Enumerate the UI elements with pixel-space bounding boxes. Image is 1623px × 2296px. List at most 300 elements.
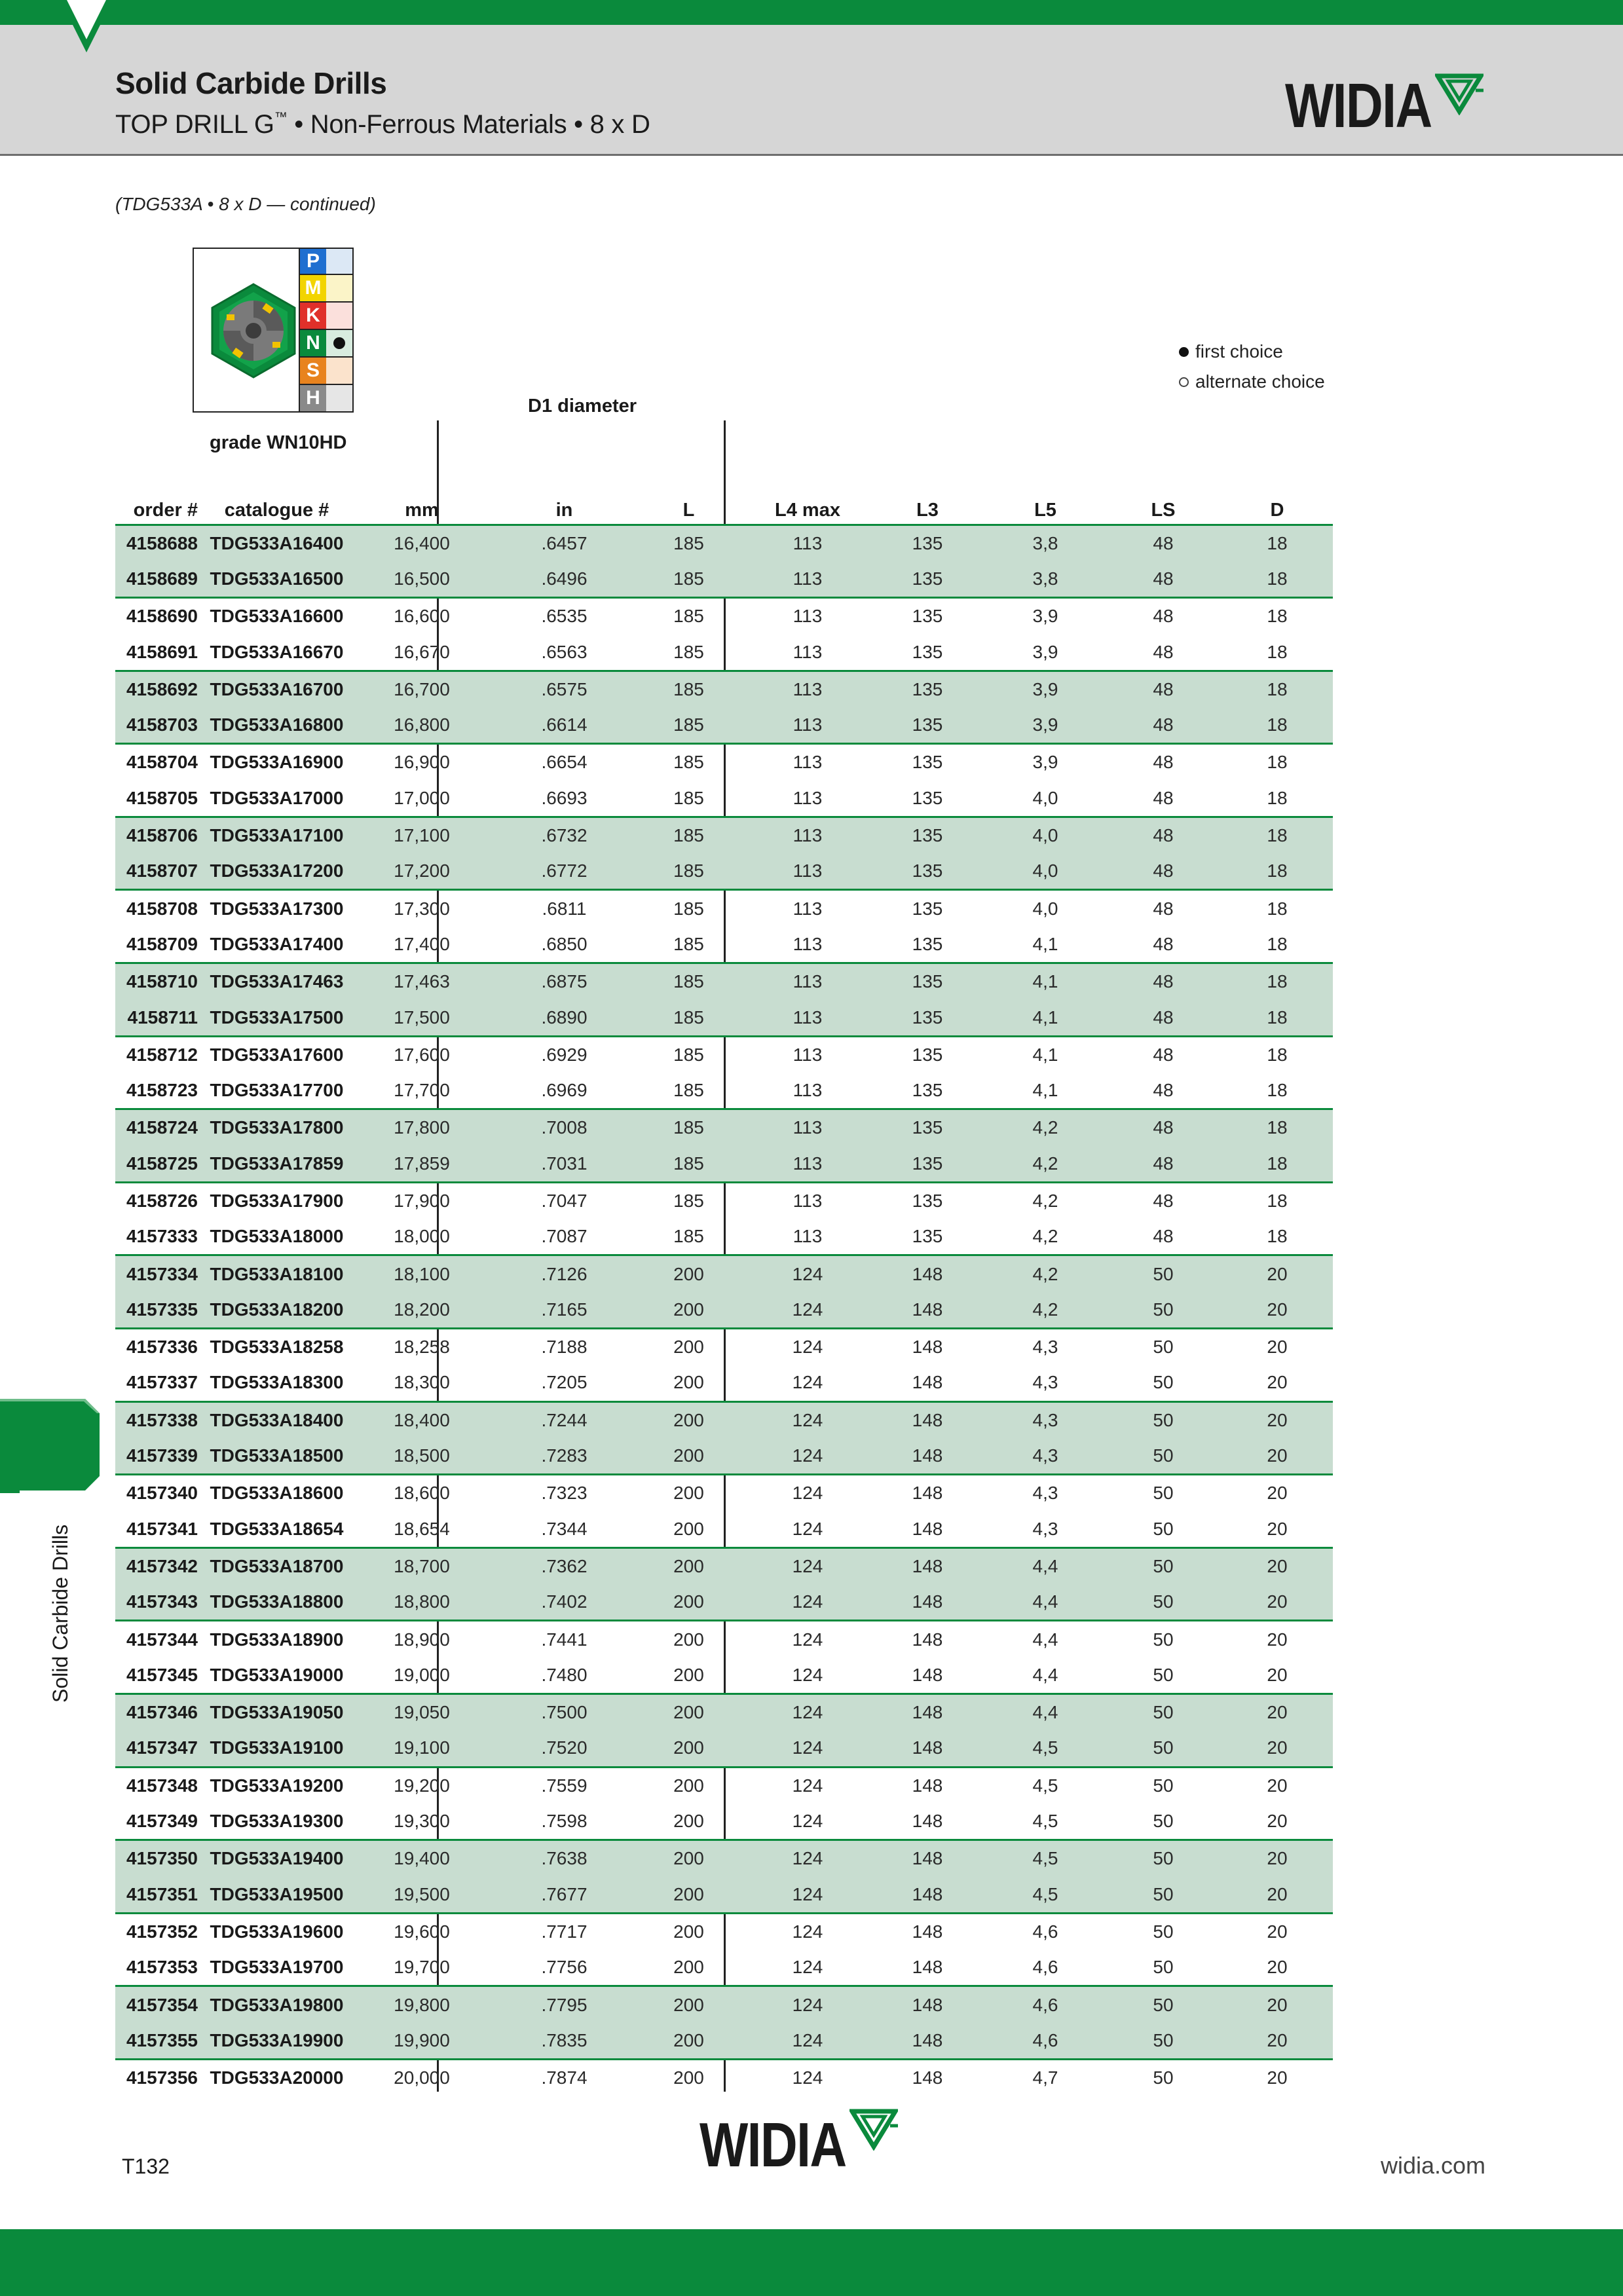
cell-order: 4157353 xyxy=(126,1957,198,1978)
iso-group-4: S xyxy=(299,358,327,385)
cell-d: 18 xyxy=(1267,1044,1288,1065)
cell-l5: 4,5 xyxy=(986,1730,1105,1767)
cell-order: 4157348 xyxy=(126,1775,198,1796)
cell-mm: 17,700 xyxy=(394,1080,450,1101)
cell-mm: 19,050 xyxy=(346,1694,497,1731)
table-row xyxy=(115,1657,1333,1694)
cell-order: 4158711 xyxy=(115,999,207,1036)
cell-ls: 50 xyxy=(1105,1840,1222,1877)
cell-l5: 4,4 xyxy=(1032,1664,1058,1685)
cell-order: 4158710 xyxy=(115,963,207,1000)
cell-l: 185 xyxy=(631,707,746,744)
website-link[interactable]: widia.com xyxy=(1381,2152,1486,2179)
legend-alternate-choice xyxy=(1179,367,1325,397)
cell-l5: 3,9 xyxy=(1032,641,1058,662)
cell-l3: 148 xyxy=(869,1401,986,1438)
cell-l3: 135 xyxy=(869,853,986,890)
cell-l: 200 xyxy=(673,2067,704,2088)
cell-l: 185 xyxy=(631,999,746,1036)
cell-l: 200 xyxy=(631,1401,746,1438)
col-ls: LS xyxy=(1151,499,1176,521)
cell-l4max: 124 xyxy=(746,1438,869,1475)
cell-l4max: 124 xyxy=(792,1629,823,1650)
table-row xyxy=(115,2023,1333,2060)
cell-l: 185 xyxy=(673,1044,704,1065)
table-row xyxy=(115,707,1333,744)
cell-l5: 4,1 xyxy=(1032,1080,1058,1101)
cell-ls: 50 xyxy=(1105,1986,1222,2023)
cell-l3: 148 xyxy=(869,1438,986,1475)
cell-in: .7520 xyxy=(497,1730,631,1767)
cell-l: 200 xyxy=(631,1876,746,1913)
table-row xyxy=(115,1401,1333,1438)
cell-in: .6654 xyxy=(541,752,588,773)
cell-order: 4158709 xyxy=(126,933,198,954)
cell-catalogue: TDG533A19600 xyxy=(210,1921,344,1942)
cell-l3: 135 xyxy=(912,1080,943,1101)
cell-l5: 4,1 xyxy=(1032,1044,1058,1065)
cell-l4max: 124 xyxy=(746,1547,869,1584)
cell-l3: 148 xyxy=(912,2067,943,2088)
cell-catalogue: TDG533A17800 xyxy=(207,1109,346,1146)
cell-order: 4157339 xyxy=(115,1438,207,1475)
cell-catalogue: TDG533A16900 xyxy=(210,752,344,773)
cell-l5: 4,3 xyxy=(986,1438,1105,1475)
cell-d: 18 xyxy=(1222,671,1333,707)
cell-l5: 4,2 xyxy=(986,1255,1105,1292)
table-header-row xyxy=(115,492,1333,525)
cell-d: 20 xyxy=(1222,1876,1333,1913)
logo-wordmark: WIDIA xyxy=(1285,71,1432,141)
first-choice-dot-icon xyxy=(333,337,345,349)
cell-l4max: 113 xyxy=(793,752,823,773)
cell-d: 20 xyxy=(1222,1292,1333,1329)
cell-in: .7559 xyxy=(541,1775,588,1796)
cell-ls: 50 xyxy=(1105,1255,1222,1292)
cell-mm: 19,900 xyxy=(346,2023,497,2060)
cell-l: 185 xyxy=(673,1080,704,1101)
cell-l3: 135 xyxy=(912,1044,943,1065)
cell-ls: 50 xyxy=(1105,2023,1222,2060)
cell-catalogue: TDG533A18258 xyxy=(210,1337,344,1358)
legend-first-label: first choice xyxy=(1195,341,1283,361)
cell-in: .6875 xyxy=(497,963,631,1000)
cell-l: 185 xyxy=(673,787,704,808)
cell-l5: 4,4 xyxy=(1032,1629,1058,1650)
cell-l5: 4,3 xyxy=(1032,1518,1058,1539)
cell-l: 200 xyxy=(631,1694,746,1731)
cell-d: 20 xyxy=(1222,2023,1333,2060)
table-row xyxy=(115,1730,1333,1767)
legend-first-choice xyxy=(1179,337,1325,367)
cell-d: 20 xyxy=(1267,1775,1288,1796)
cell-order: 4157338 xyxy=(115,1401,207,1438)
cell-l4max: 124 xyxy=(792,1811,823,1832)
cell-d: 18 xyxy=(1267,606,1288,627)
cell-in: .6575 xyxy=(497,671,631,707)
cell-in: .7344 xyxy=(541,1518,588,1539)
header-notch-inner xyxy=(67,0,106,39)
cell-mm: 16,800 xyxy=(346,707,497,744)
cell-catalogue: TDG533A18900 xyxy=(210,1629,344,1650)
legend-alternate-label: alternate choice xyxy=(1195,371,1325,392)
cell-l3: 135 xyxy=(912,606,943,627)
cell-l4max: 124 xyxy=(746,1986,869,2023)
cell-in: .7677 xyxy=(497,1876,631,1913)
cell-l: 185 xyxy=(631,561,746,598)
cell-d: 20 xyxy=(1267,1921,1288,1942)
cell-l4max: 124 xyxy=(746,1876,869,1913)
cell-mm: 17,400 xyxy=(394,933,450,954)
cell-mm: 16,670 xyxy=(394,641,450,662)
widia-triangle-icon xyxy=(1435,73,1483,115)
cell-mm: 16,400 xyxy=(346,525,497,561)
cell-in: .6850 xyxy=(541,933,588,954)
cell-l5: 4,0 xyxy=(1032,787,1058,808)
cell-order: 4158690 xyxy=(126,606,198,627)
cell-ls: 50 xyxy=(1153,1811,1174,1832)
cell-l5: 4,4 xyxy=(986,1584,1105,1621)
cell-catalogue: TDG533A17600 xyxy=(210,1044,344,1065)
cell-l4max: 124 xyxy=(792,1957,823,1978)
cell-l5: 3,8 xyxy=(986,561,1105,598)
cell-l5: 4,2 xyxy=(986,1109,1105,1146)
cell-order: 4158707 xyxy=(115,853,207,890)
table-row xyxy=(115,561,1333,598)
cell-d: 18 xyxy=(1222,1109,1333,1146)
cell-d: 20 xyxy=(1222,1547,1333,1584)
cell-l: 185 xyxy=(673,752,704,773)
cell-l3: 135 xyxy=(869,561,986,598)
cell-catalogue: TDG533A16800 xyxy=(207,707,346,744)
cell-ls: 48 xyxy=(1105,963,1222,1000)
cell-ls: 48 xyxy=(1105,525,1222,561)
cell-l5: 3,9 xyxy=(1032,606,1058,627)
page-title: Solid Carbide Drills xyxy=(115,66,387,100)
table-row xyxy=(115,1329,1333,1365)
cell-ls: 48 xyxy=(1105,707,1222,744)
cell-d: 20 xyxy=(1267,1337,1288,1358)
iso-group-2: K xyxy=(299,303,327,330)
cell-ls: 48 xyxy=(1153,1080,1174,1101)
cell-catalogue: TDG533A17500 xyxy=(207,999,346,1036)
col-l4max: L4 max xyxy=(775,499,840,521)
cell-l: 200 xyxy=(673,1337,704,1358)
cell-d: 18 xyxy=(1267,1226,1288,1247)
cell-mm: 18,900 xyxy=(394,1629,450,1650)
cell-ls: 48 xyxy=(1105,853,1222,890)
cell-order: 4157346 xyxy=(115,1694,207,1731)
cell-in: .6535 xyxy=(541,606,588,627)
cell-d: 18 xyxy=(1267,933,1288,954)
cell-mm: 17,200 xyxy=(346,853,497,890)
cell-order: 4158712 xyxy=(126,1044,198,1065)
cell-catalogue: TDG533A19200 xyxy=(210,1775,344,1796)
col-l5: L5 xyxy=(1034,499,1056,521)
cell-l5: 4,4 xyxy=(986,1694,1105,1731)
cell-l3: 135 xyxy=(869,525,986,561)
cell-l3: 148 xyxy=(869,1255,986,1292)
cell-mm: 19,300 xyxy=(394,1811,450,1832)
cell-catalogue: TDG533A17200 xyxy=(207,853,346,890)
cell-mm: 17,000 xyxy=(394,787,450,808)
cell-catalogue: TDG533A19050 xyxy=(207,1694,346,1731)
cell-l3: 148 xyxy=(912,1664,943,1685)
cell-in: .7362 xyxy=(497,1547,631,1584)
page-subtitle: TOP DRILL G™ • Non-Ferrous Materials • 8 x D xyxy=(115,110,650,139)
cell-l: 200 xyxy=(631,1292,746,1329)
cell-l: 185 xyxy=(631,817,746,853)
cell-mm: 16,700 xyxy=(346,671,497,707)
cell-d: 20 xyxy=(1222,1401,1333,1438)
cell-ls: 50 xyxy=(1105,1876,1222,1913)
cell-l3: 135 xyxy=(869,1146,986,1183)
cell-l4max: 113 xyxy=(793,1190,823,1211)
cell-l5: 4,6 xyxy=(986,1986,1105,2023)
cell-order: 4157351 xyxy=(115,1876,207,1913)
cell-l3: 148 xyxy=(869,1840,986,1877)
table-row xyxy=(115,2059,1333,2096)
cell-l: 185 xyxy=(631,963,746,1000)
cell-l4max: 124 xyxy=(792,1775,823,1796)
cell-l: 200 xyxy=(673,1775,704,1796)
cell-l5: 3,9 xyxy=(1032,752,1058,773)
cell-l: 185 xyxy=(673,641,704,662)
cell-l4max: 124 xyxy=(792,2067,823,2088)
cell-catalogue: TDG533A19700 xyxy=(210,1957,344,1978)
cell-l5: 3,9 xyxy=(986,671,1105,707)
cell-d: 20 xyxy=(1267,1372,1288,1393)
iso-group-5: H xyxy=(299,385,327,413)
cell-in: .7087 xyxy=(541,1226,588,1247)
cell-catalogue: TDG533A19000 xyxy=(210,1664,344,1685)
cell-l4max: 113 xyxy=(746,817,869,853)
cell-l4max: 113 xyxy=(746,525,869,561)
cell-l5: 4,6 xyxy=(1032,1921,1058,1942)
cell-in: .7402 xyxy=(497,1584,631,1621)
cell-catalogue: TDG533A19100 xyxy=(207,1730,346,1767)
cell-l3: 135 xyxy=(912,898,943,919)
cell-l: 185 xyxy=(673,1226,704,1247)
cell-l5: 3,9 xyxy=(986,707,1105,744)
cell-l5: 4,2 xyxy=(1032,1190,1058,1211)
cell-l: 200 xyxy=(673,1629,704,1650)
cell-l4max: 113 xyxy=(746,853,869,890)
table-row xyxy=(115,525,1333,561)
cell-d: 20 xyxy=(1222,1840,1333,1877)
cell-d: 20 xyxy=(1267,1518,1288,1539)
table-row xyxy=(115,671,1333,707)
cell-d: 18 xyxy=(1222,817,1333,853)
cell-l: 200 xyxy=(673,1518,704,1539)
cell-mm: 16,600 xyxy=(394,606,450,627)
cell-l5: 3,8 xyxy=(986,525,1105,561)
cell-d: 20 xyxy=(1267,1483,1288,1504)
cell-in: .7205 xyxy=(541,1372,588,1393)
cell-l5: 4,1 xyxy=(986,963,1105,1000)
cell-l: 185 xyxy=(673,606,704,627)
cell-catalogue: TDG533A18600 xyxy=(210,1483,344,1504)
cell-l5: 4,4 xyxy=(986,1547,1105,1584)
cell-order: 4157354 xyxy=(115,1986,207,2023)
cell-order: 4158705 xyxy=(126,787,198,808)
cell-d: 18 xyxy=(1222,963,1333,1000)
table-row xyxy=(115,927,1333,963)
cell-catalogue: TDG533A17300 xyxy=(210,898,344,919)
cell-mm: 18,200 xyxy=(346,1292,497,1329)
cell-d: 18 xyxy=(1267,898,1288,919)
cell-l3: 135 xyxy=(912,933,943,954)
cell-l3: 148 xyxy=(869,1292,986,1329)
iso-material-column xyxy=(299,248,327,413)
cell-ls: 50 xyxy=(1105,1401,1222,1438)
cell-mm: 19,700 xyxy=(394,1957,450,1978)
cell-l5: 4,0 xyxy=(1032,898,1058,919)
cell-l: 200 xyxy=(631,1730,746,1767)
table-row xyxy=(115,1950,1333,1986)
cell-in: .6563 xyxy=(541,641,588,662)
page-number: T132 xyxy=(122,2155,170,2178)
cell-l3: 148 xyxy=(869,1547,986,1584)
cell-order: 4158688 xyxy=(115,525,207,561)
col-d: D xyxy=(1270,499,1284,521)
grade-label: grade WN10HD xyxy=(210,432,347,453)
grade-material-box xyxy=(193,248,352,413)
cell-order: 4157355 xyxy=(115,2023,207,2060)
cell-in: .7126 xyxy=(497,1255,631,1292)
cell-mm: 18,654 xyxy=(394,1518,450,1539)
cell-catalogue: TDG533A18000 xyxy=(210,1226,344,1247)
cell-in: .7165 xyxy=(497,1292,631,1329)
cell-mm: 18,000 xyxy=(394,1226,450,1247)
cell-l4max: 113 xyxy=(793,606,823,627)
cell-d: 18 xyxy=(1267,752,1288,773)
cell-d: 20 xyxy=(1267,2067,1288,2088)
cell-order: 4158724 xyxy=(115,1109,207,1146)
continued-note: (TDG533A • 8 x D — continued) xyxy=(115,194,376,214)
cell-l4max: 113 xyxy=(793,641,823,662)
cell-order: 4158703 xyxy=(115,707,207,744)
cell-in: .7323 xyxy=(541,1483,588,1504)
cell-l4max: 124 xyxy=(746,1584,869,1621)
cell-order: 4157344 xyxy=(126,1629,198,1650)
cell-in: .7008 xyxy=(497,1109,631,1146)
hollow-dot-icon xyxy=(1179,377,1189,387)
cell-catalogue: TDG533A18654 xyxy=(210,1518,344,1539)
table-row xyxy=(115,853,1333,890)
filled-dot-icon xyxy=(1179,347,1189,357)
cell-catalogue: TDG533A18800 xyxy=(207,1584,346,1621)
cell-catalogue: TDG533A20000 xyxy=(210,2067,344,2088)
cell-l: 200 xyxy=(631,1840,746,1877)
cell-catalogue: TDG533A16500 xyxy=(207,561,346,598)
cell-l3: 148 xyxy=(912,1629,943,1650)
cell-l3: 135 xyxy=(869,817,986,853)
cell-l4max: 124 xyxy=(792,1921,823,1942)
cell-l4max: 113 xyxy=(746,999,869,1036)
cell-l5: 4,1 xyxy=(986,999,1105,1036)
cell-l: 200 xyxy=(673,1483,704,1504)
cell-ls: 50 xyxy=(1105,1547,1222,1584)
cell-catalogue: TDG533A16400 xyxy=(207,525,346,561)
cell-mm: 19,000 xyxy=(394,1664,450,1685)
cell-d: 20 xyxy=(1222,1694,1333,1731)
cell-catalogue: TDG533A19800 xyxy=(207,1986,346,2023)
cell-in: .6496 xyxy=(497,561,631,598)
table-row xyxy=(115,1876,1333,1913)
cell-d: 18 xyxy=(1222,1146,1333,1183)
cell-l: 200 xyxy=(631,1547,746,1584)
table-row xyxy=(115,1036,1333,1073)
cell-l4max: 124 xyxy=(792,1337,823,1358)
cell-catalogue: TDG533A17000 xyxy=(210,787,344,808)
cell-order: 4157342 xyxy=(115,1547,207,1584)
cell-l: 200 xyxy=(631,1584,746,1621)
cell-l3: 135 xyxy=(869,1109,986,1146)
cell-l3: 148 xyxy=(869,1694,986,1731)
cell-in: .6693 xyxy=(541,787,588,808)
cell-l: 200 xyxy=(673,1957,704,1978)
cell-l5: 4,3 xyxy=(1032,1483,1058,1504)
table-row xyxy=(115,1475,1333,1511)
cell-order: 4158706 xyxy=(115,817,207,853)
cell-l: 200 xyxy=(631,2023,746,2060)
cell-mm: 17,900 xyxy=(394,1190,450,1211)
cell-l4max: 124 xyxy=(746,1292,869,1329)
cell-ls: 50 xyxy=(1153,1664,1174,1685)
table-row xyxy=(115,890,1333,927)
cell-ls: 50 xyxy=(1105,1694,1222,1731)
cell-l3: 148 xyxy=(869,1986,986,2023)
table-row xyxy=(115,1255,1333,1292)
cell-ls: 48 xyxy=(1153,752,1174,773)
iso-choice-column xyxy=(326,248,354,413)
cell-l3: 135 xyxy=(912,1190,943,1211)
iso-choice-cell xyxy=(326,248,354,275)
cell-catalogue: TDG533A18400 xyxy=(207,1401,346,1438)
cell-in: .7031 xyxy=(497,1146,631,1183)
cell-in: .6929 xyxy=(541,1044,588,1065)
cell-catalogue: TDG533A16600 xyxy=(210,606,344,627)
table-row xyxy=(115,1182,1333,1219)
cell-in: .7441 xyxy=(541,1629,588,1650)
cell-l4max: 113 xyxy=(746,1109,869,1146)
cell-l4max: 124 xyxy=(746,1840,869,1877)
cell-l3: 148 xyxy=(912,1775,943,1796)
drill-cross-section-icon xyxy=(204,282,303,380)
cell-d: 18 xyxy=(1267,787,1288,808)
cell-d: 20 xyxy=(1267,1811,1288,1832)
cell-l4max: 113 xyxy=(746,671,869,707)
cell-l3: 148 xyxy=(912,1811,943,1832)
cell-l4max: 113 xyxy=(793,787,823,808)
cell-order: 4157356 xyxy=(126,2067,198,2088)
cell-mm: 17,500 xyxy=(346,999,497,1036)
cell-order: 4158725 xyxy=(115,1146,207,1183)
cell-order: 4158723 xyxy=(126,1080,198,1101)
cell-ls: 48 xyxy=(1153,641,1174,662)
cell-d: 20 xyxy=(1222,1438,1333,1475)
cell-ls: 50 xyxy=(1153,1775,1174,1796)
cell-mm: 18,600 xyxy=(394,1483,450,1504)
cell-l5: 4,6 xyxy=(986,2023,1105,2060)
cell-d: 20 xyxy=(1222,1584,1333,1621)
cell-in: .7244 xyxy=(497,1401,631,1438)
drill-spec-table xyxy=(115,492,1333,2096)
cell-l3: 148 xyxy=(912,1957,943,1978)
cell-mm: 19,800 xyxy=(346,1986,497,2023)
cell-mm: 18,400 xyxy=(346,1401,497,1438)
